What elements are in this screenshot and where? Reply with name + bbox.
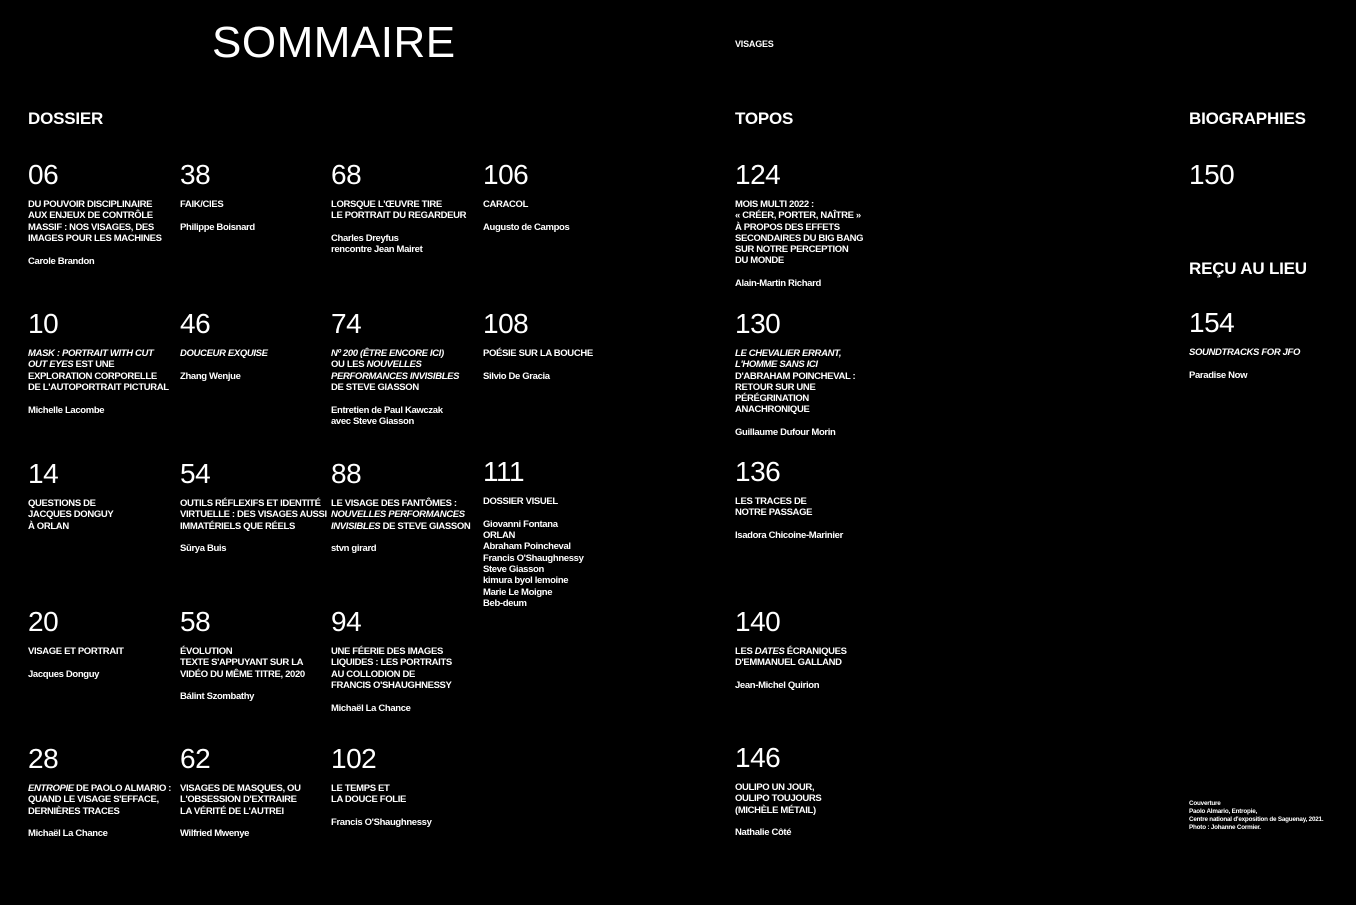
article-author: Zhang Wenjue (180, 370, 241, 382)
title-part: SOUNDTRACKS FOR JFO (1189, 347, 1301, 358)
article-author: Jean-Michel Quirion (735, 680, 820, 692)
article-title (28, 348, 178, 393)
toc-entry[interactable] (180, 744, 330, 840)
article-author: Charles Dreyfus rencontre Jean Mairet (331, 233, 423, 256)
article-title: ÉVOLUTION TEXTE S'APPUYANT SUR LA VIDÉO DU MÊME TITRE, 2020 (180, 646, 305, 680)
toc-entry[interactable] (180, 459, 330, 555)
toc-entry[interactable] (735, 160, 885, 290)
page-number: 14 (28, 458, 59, 489)
toc-entry[interactable] (331, 160, 481, 256)
cover-credit: Couverture Paolo Almario, Entropie, Centre national d'exposition de Saguenay, 2021. Photo : Johanne Cormier. (1189, 800, 1324, 831)
title-part: EST UNE EXPLORATION CORPORELLE DE L'AUTOPORTRAIT PICTURAL (28, 359, 169, 393)
section-dossier: DOSSIER (28, 109, 104, 128)
toc-entry[interactable] (483, 457, 633, 609)
page-number: 68 (331, 159, 362, 190)
toc-entry[interactable] (180, 160, 330, 233)
section-recu-au-lieu: REÇU AU LIEU (1189, 259, 1307, 278)
article-author: Silvio De Gracia (483, 370, 550, 382)
page-number: 46 (180, 308, 211, 339)
article-title: LE TEMPS ET LA DOUCE FOLIE (331, 783, 406, 806)
article-title (331, 348, 481, 393)
article-title: OUTILS RÉFLEXIFS ET IDENTITÉ VIRTUELLE : DES VISAGES AUSSI IMMATÉRIELS QUE RÉELS (180, 498, 327, 532)
page-number: 136 (735, 456, 781, 487)
article-title: POÉSIE SUR LA BOUCHE (483, 348, 593, 359)
page-number: 102 (331, 743, 377, 774)
page-number: 154 (1189, 307, 1235, 338)
article-title (180, 348, 330, 359)
article-title: DU POUVOIR DISCIPLINAIRE AUX ENJEUX DE CONTRÔLE MASSIF : NOS VISAGES, DES IMAGES POUR LES MACHINES (28, 199, 162, 244)
page-number: 38 (180, 159, 211, 190)
title-part: NOUVELLES PERFORMANCES INVISIBLES (331, 359, 460, 382)
toc-entry[interactable] (331, 744, 481, 828)
article-title: OULIPO UN JOUR, OULIPO TOUJOURS (MICHÈLE MÉTAIL) (735, 782, 822, 816)
article-title (735, 646, 885, 669)
toc-entry[interactable] (28, 744, 178, 840)
title-part: LE VISAGE DES FANTÔMES : (331, 498, 457, 509)
article-author: Michelle Lacombe (28, 404, 105, 416)
title-part: DE STEVE GIASSON (380, 520, 471, 532)
article-author: Bálint Szombathy (180, 691, 255, 703)
article-author: Nathalie Côté (735, 827, 792, 839)
page-number: 28 (28, 743, 59, 774)
page-number: 54 (180, 458, 211, 489)
page-number: 108 (483, 308, 529, 339)
toc-entry[interactable] (735, 309, 885, 439)
toc-entry[interactable] (28, 309, 178, 416)
title-part: DATES (754, 646, 785, 657)
article-author: Alain-Martin Richard (735, 278, 821, 290)
toc-entry[interactable] (331, 309, 481, 427)
article-author: Michaël La Chance (28, 828, 108, 840)
page-title: SOMMAIRE (212, 18, 456, 67)
toc-entry[interactable] (735, 607, 885, 691)
article-author: Entretien de Paul Kawczak avec Steve Giasson (331, 404, 443, 427)
title-part: ÉCRANIQUES D'EMMANUEL GALLAND (735, 646, 847, 669)
article-title (331, 498, 481, 532)
toc-entry[interactable] (483, 160, 633, 233)
title-part: ENTROPIE (28, 783, 74, 794)
page-number: 150 (1189, 159, 1235, 190)
page-number: 140 (735, 606, 781, 637)
title-part: LE CHEVALIER ERRANT, L'HOMME SANS ICI (735, 348, 842, 371)
article-author: Carole Brandon (28, 255, 95, 267)
toc-entry[interactable] (735, 743, 885, 839)
title-part: D'ABRAHAM POINCHEVAL : RETOUR SUR UNE PÉRÉGRINATION ANACHRONIQUE (735, 370, 856, 416)
article-author: Paradise Now (1189, 369, 1248, 381)
section-biographies: BIOGRAPHIES (1189, 109, 1306, 128)
article-author: Giovanni Fontana ORLAN Abraham Poincheval Francis O'Shaughnessy Steve Giasson kimura byol lemoine Marie Le Moigne Beb-deum (483, 518, 584, 609)
article-author: Francis O'Shaughnessy (331, 817, 432, 829)
page-number: 74 (331, 308, 362, 339)
title-part: DE PAOLO ALMARIO : QUAND LE VISAGE S'EFFACE, DERNIÈRES TRACES (28, 783, 172, 817)
page-number: 10 (28, 308, 59, 339)
title-part: OU LES (331, 359, 365, 371)
article-title (28, 783, 178, 817)
article-title: LES TRACES DE NOTRE PASSAGE (735, 496, 813, 519)
page-number: 20 (28, 606, 59, 637)
title-part: MASK : PORTRAIT WITH CUT OUT EYES (28, 348, 154, 371)
article-author: Isadora Chicoine-Marinier (735, 530, 843, 542)
article-author: Guillaume Dufour Morin (735, 427, 836, 439)
page-number: 58 (180, 606, 211, 637)
article-title: FAIK/CIES (180, 199, 224, 210)
toc-entry[interactable] (28, 160, 178, 267)
page-number: 124 (735, 159, 781, 190)
page-number: 111 (483, 456, 525, 487)
title-part: DE STEVE GIASSON (331, 381, 419, 393)
toc-entry[interactable] (331, 459, 481, 555)
title-part: DOUCEUR EXQUISE (180, 348, 268, 359)
toc-entry[interactable] (1189, 308, 1339, 381)
toc-entry[interactable] (28, 607, 178, 680)
article-title: MOIS MULTI 2022 : « CRÉER, PORTER, NAÎTRE » À PROPOS DES EFFETS SECONDAIRES DU BIG BANG SUR NOTRE PERCEPTION DU MONDE (735, 199, 864, 267)
page-number: 146 (735, 742, 781, 773)
article-title: LORSQUE L'ŒUVRE TIRE LE PORTRAIT DU REGARDEUR (331, 199, 467, 222)
article-title: VISAGE ET PORTRAIT (28, 646, 124, 657)
title-part: LES (735, 646, 755, 657)
article-author: Michaël La Chance (331, 702, 411, 714)
article-author: Wilfried Mwenye (180, 828, 250, 840)
article-author: Sūrya Buis (180, 543, 227, 555)
page-number: 130 (735, 308, 781, 339)
title-part: NOUVELLES PERFORMANCES INVISIBLES (331, 509, 465, 532)
article-author: Augusto de Campos (483, 221, 570, 233)
article-author: Jacques Donguy (28, 668, 100, 680)
section-topos: TOPOS (735, 109, 794, 128)
article-title: DOSSIER VISUEL (483, 496, 558, 507)
article-title (735, 348, 885, 416)
title-part: Nº 200 (ÊTRE ENCORE ICI) (331, 348, 444, 359)
page-number: 06 (28, 159, 59, 190)
article-title (1189, 347, 1339, 358)
article-title: QUESTIONS DE JACQUES DONGUY À ORLAN (28, 498, 114, 532)
article-title: UNE FÉERIE DES IMAGES LIQUIDES : LES PORTRAITS AU COLLODION DE FRANCIS O'SHAUGHNESSY (331, 646, 452, 691)
toc-entry[interactable] (331, 607, 481, 714)
toc-entry[interactable] (1189, 160, 1339, 190)
article-title: VISAGES DE MASQUES, OU L'OBSESSION D'EXTRAIRE LA VÉRITÉ DE L'AUTREI (180, 783, 301, 817)
page-number: 62 (180, 743, 211, 774)
toc-entry[interactable] (483, 309, 633, 382)
page-number: 94 (331, 606, 362, 637)
article-author: Philippe Boisnard (180, 221, 255, 233)
toc-entry[interactable] (180, 309, 330, 382)
toc-entry[interactable] (28, 459, 178, 532)
article-author: stvn girard (331, 543, 377, 555)
page-number: 106 (483, 159, 529, 190)
page-number: 88 (331, 458, 362, 489)
issue-theme: VISAGES (735, 39, 774, 49)
toc-entry[interactable] (735, 457, 885, 541)
article-title: CARACOL (483, 199, 529, 210)
toc-entry[interactable] (180, 607, 330, 703)
